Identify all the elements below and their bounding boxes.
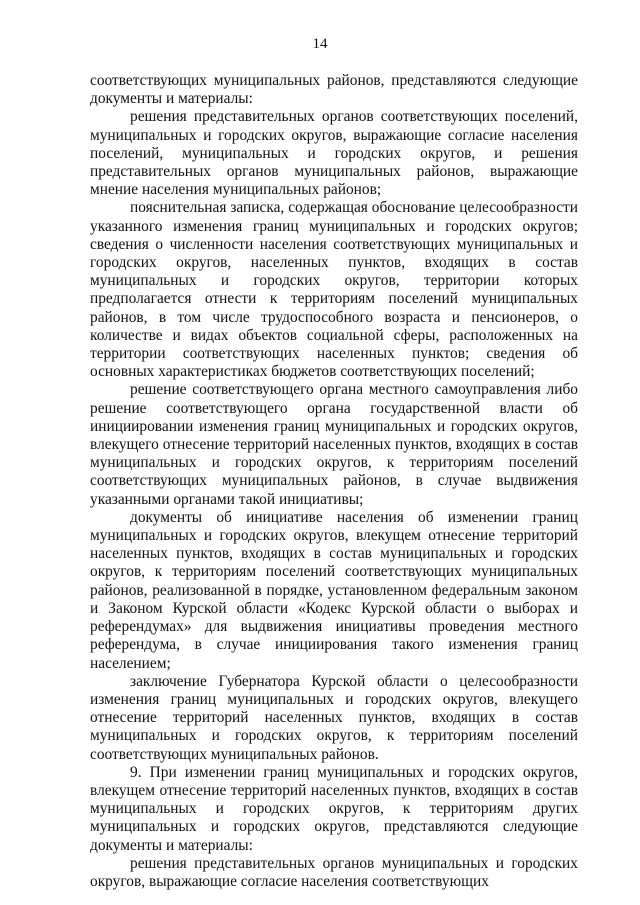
- paragraph: 9. При изменении границ муниципальных и городских округов, влекущем отнесение территорий населенных пунктов, входящих в состав муниципальных и городских округов, к территориям других муниципальных и городских округов, представляются следующие документы и материалы:: [90, 763, 578, 854]
- page-number: 14: [312, 36, 328, 52]
- paragraph: документы об инициативе населения об изменении границ муниципальных и городских округов, влекущем отнесение территорий населенных пунктов, входящих в состав муниципальных и городских округов, к территориям поселений соответствующих муниципальных районов, реализованной в порядке, установленном федеральным законом и Законом Курской области «Кодекс Курской области о выборах и референдумах» для выдвижения инициативы проведения местного референдума, в случае инициирования такого изменения границ населением;: [90, 508, 578, 672]
- paragraph: решения представительных органов соответствующих поселений, муниципальных и городских округов, выражающие согласие населения поселений, муниципальных и городских округов, и решения представительных органов муниципальных районов, выражающие мнение населения муниципальных районов;: [90, 108, 578, 199]
- paragraph: решения представительных органов муниципальных и городских округов, выражающие согласие населения соответствующих: [90, 854, 578, 890]
- document-body: [90, 72, 578, 891]
- paragraph: пояснительная записка, содержащая обоснование целесообразности указанного изменения границ муниципальных и городских округов; сведения о численности населения соответствующих муниципальных и городских округов, населенных пунктов, входящих в состав муниципальных и городских округов, территории которых предполагается отнести к территориям поселений муниципальных районов, в том числе трудоспособного возраста и пенсионеров, о количестве и видах объектов социальной сферы, расположенных на территории соответствующих населенных пунктов; сведения об основных характеристиках бюджетов соответствующих поселений;: [90, 199, 578, 381]
- paragraph: заключение Губернатора Курской области о целесообразности изменения границ муниципальных и городских округов, влекущего отнесение территорий населенных пунктов, входящих в состав муниципальных и городских округов, к территориям поселений соответствующих муниципальных районов.: [90, 672, 578, 763]
- paragraph: решение соответствующего органа местного самоуправления либо решение соответствующего органа государственной власти об инициировании изменения границ муниципальных и городских округов, влекущего отнесение территорий населенных пунктов, входящих в состав муниципальных и городских округов, к территориям поселений соответствующих муниципальных районов, в случае выдвижения указанными органами такой инициативы;: [90, 381, 578, 508]
- paragraph: соответствующих муниципальных районов, представляются следующие документы и материалы:: [90, 72, 578, 108]
